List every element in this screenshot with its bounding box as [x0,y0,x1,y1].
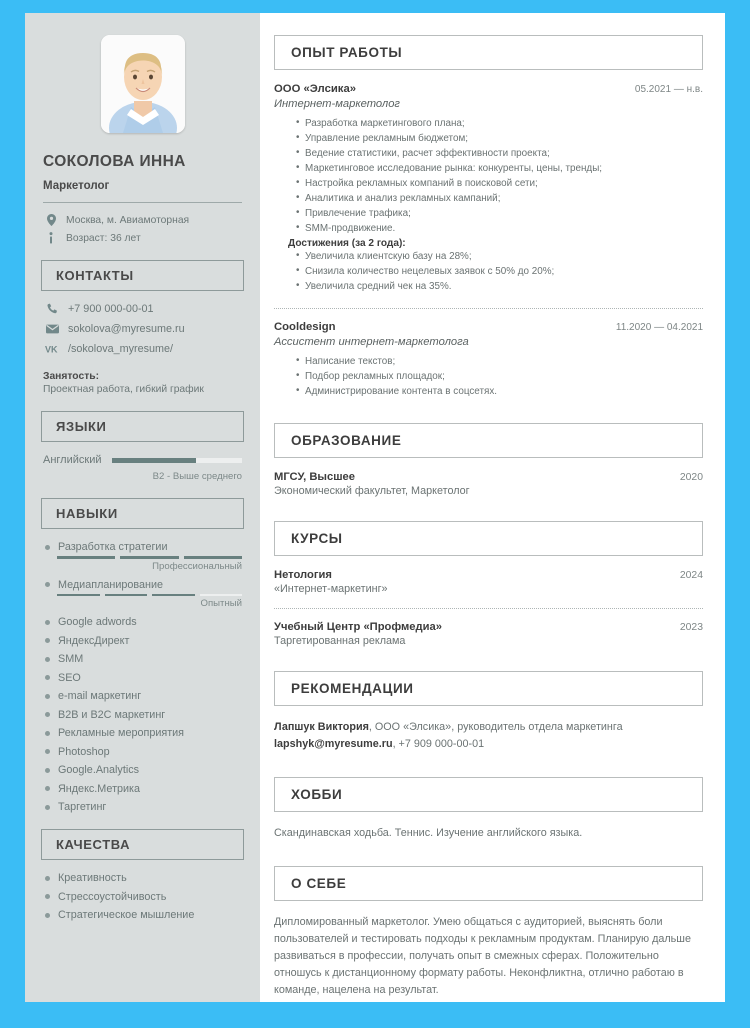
progress-segment [57,594,100,597]
bullet-dot-icon [45,731,50,736]
list-item: • Ведение статистики, расчет эффективности проекта; [296,146,703,161]
bullet-dot-icon [45,675,50,680]
course-item-name: Нетология [274,568,332,581]
section-heading-contacts: КОНТАКТЫ [41,260,244,291]
education-item [274,471,703,497]
skill-item-label: Яндекс.Метрика [58,782,141,795]
bullet-dot-icon [45,657,50,662]
experience-duties [296,354,703,399]
experience-org: ООО «Элсика» [274,83,357,95]
skill-item-label: Photoshop [58,745,110,758]
bullet-dot-icon [45,712,50,717]
progress-segment [184,556,242,559]
section-heading-about: О СЕБЕ [274,866,703,901]
bullet-dot-icon [45,805,50,810]
list-item: • Снизила количество нецелевых заявок с 50% до 20%; [296,264,703,279]
skill-item [45,764,244,776]
quality-item [45,872,244,884]
list-item: • Подбор рекламных площадок; [296,369,703,384]
language-name: Английский [43,454,102,466]
skill-item [45,709,244,721]
language-progress-bar [112,458,243,463]
main-content [260,13,725,1002]
rated-skill-progress-bar [57,594,242,597]
bullet-dot-icon [45,913,50,918]
section-heading-languages: ЯЗЫКИ [41,411,244,442]
course-item-desc: «Интернет-маркетинг» [274,582,388,595]
divider [43,202,242,203]
progress-segment [120,556,178,559]
quality-item [45,909,244,921]
section-heading-experience: ОПЫТ РАБОТЫ [274,35,703,70]
bullet-dot-icon [45,638,50,643]
rated-skill-item [45,541,244,553]
skill-item-label: Таргетинг [58,801,107,813]
bullet-dot-icon [45,582,50,587]
courses-list [274,569,703,647]
recommendation-line1-rest: , ООО «Элсика», руководитель отдела маркетинга [368,720,623,733]
meta-age-text: Возраст: 36 лет [66,232,141,244]
list-item: • Увеличила средний чек на 35%. [296,279,703,294]
contact-email[interactable] [45,323,244,335]
skill-item-label: SMM [58,653,84,665]
quality-item-label: Стратегическое мышление [58,909,195,921]
quality-item-label: Стрессоустойчивость [58,890,167,903]
employment-label: Занятость: [43,371,99,382]
list-item: • Управление рекламным бюджетом; [296,131,703,146]
skill-item-label: SEO [58,671,81,684]
course-item-name: Учебный Центр «Профмедиа» [274,620,442,633]
experience-date: 05.2021 — н.в. [634,84,703,95]
bullet-dot-icon [45,694,50,699]
skill-item-label: ЯндексДирект [58,634,130,647]
experience-item [274,321,703,399]
bullet-dot-icon [45,749,50,754]
skill-item [45,653,244,665]
contact-email-text: sokolova@myresume.ru [68,323,185,335]
rated-skill-label: Разработка стратегии [58,541,168,553]
rated-skill-progress-bar [57,556,242,559]
contact-vk-text: /sokolova_myresume/ [68,343,174,355]
skill-item [45,616,244,628]
course-item [274,569,703,595]
resume-page [25,13,725,1002]
skill-item [45,635,244,647]
qualities-list [41,872,244,921]
experience-duties [296,116,703,236]
divider [274,308,703,309]
rated-skill-label: Медиапланирование [58,578,163,591]
experience-date: 11.2020 — 04.2021 [615,321,703,333]
bullet-dot-icon [45,894,50,899]
progress-segment [152,594,195,597]
bullet-dot-icon [45,768,50,773]
course-item-header [274,569,703,581]
education-list [274,471,703,497]
meta-age [45,232,244,244]
bullet-dot-icon [45,876,50,881]
rated-skill-level: Профессиональный [152,560,242,572]
education-item-desc: Экономический факультет, Маркетолог [274,484,470,497]
recommendation-text [274,719,703,753]
course-item [274,621,703,647]
experience-item [274,83,703,295]
skill-item [45,746,244,758]
progress-segment [57,556,115,559]
section-heading-skills: НАВЫКИ [41,498,244,529]
phone-icon [45,303,59,315]
avatar [101,35,185,133]
quality-item-label: Креативность [58,872,127,884]
skill-item [45,690,244,702]
language-item [43,454,242,466]
section-heading-hobby: ХОББИ [274,777,703,812]
progress-segment [105,594,148,597]
rated-skill-level: Опытный [200,598,242,609]
list-item: • Администрирование контента в соцсетях. [296,384,703,399]
skill-item-label: Google adwords [58,616,137,628]
skills-list [41,616,244,813]
skill-item [45,783,244,795]
meta-location-text: Москва, м. Авиамоторная [66,214,190,226]
envelope-icon [45,324,59,334]
list-item: • SMM-продвижение. [296,221,703,236]
skill-item-label: Рекламные мероприятия [58,727,185,739]
education-item-name: МГСУ, Высшее [274,470,355,483]
bullet-dot-icon [45,786,50,791]
rated-skill-item [45,579,244,591]
recommendation-email[interactable]: lapshyk@myresume.ru [274,737,393,750]
skill-item-label: B2B и B2C маркетинг [58,708,166,721]
section-heading-qualities: КАЧЕСТВА [41,829,244,860]
skill-item [45,801,244,813]
svg-text:VK: VK [45,344,58,354]
experience-list [274,83,703,399]
skill-item-label: e-mail маркетинг [58,690,142,702]
experience-title: Интернет-маркетолог [274,98,400,110]
about-text: Дипломированный маркетолог. Умею общаться с аудиторией, выяснять боли пользователей и тестировать подходы к рекламным продуктам. Планирую дальше развиваться в профессии, получать опыт в смежных сферах. Положительно отношусь к дистанционному формату работы. Неконфликтна, отлично работаю в команде, нацелена на результат. [274,915,691,996]
meta-location [45,214,244,226]
skill-item [45,672,244,684]
achievements-list [296,249,703,294]
list-item: • Привлечение трафика; [296,206,703,221]
vk-icon [45,344,59,354]
candidate-role: Маркетолог [43,180,110,192]
section-heading-education: ОБРАЗОВАНИЕ [274,423,703,458]
progress-segment [200,594,243,597]
skill-item-label: Google.Analytics [58,764,140,776]
experience-header [274,321,703,333]
employment-value: Проектная работа, гибкий график [43,384,204,395]
quality-item [45,891,244,903]
info-icon [45,232,57,244]
course-item-desc: Таргетированная реклама [274,634,406,647]
bullet-dot-icon [45,620,50,625]
education-item-header [274,471,703,483]
language-level: B2 - Выше среднего [152,471,242,482]
avatar-wrapper [41,35,244,133]
section-heading-recommendations: РЕКОМЕНДАЦИИ [274,671,703,706]
candidate-name: СОКОЛОВА ИННА [43,153,186,170]
education-item-year: 2020 [679,471,703,483]
location-pin-icon [45,214,57,226]
experience-org: Cooldesign [274,320,336,333]
experience-title: Ассистент интернет-маркетолога [274,335,469,348]
list-item: • Разработка маркетингового плана; [296,116,703,131]
list-item: • Написание текстов; [296,354,703,369]
course-item-year: 2023 [679,621,703,633]
experience-header [274,83,703,95]
recommendation-person: Лапшук Виктория [274,720,369,733]
course-item-header [274,621,703,633]
skill-item [45,727,244,739]
contact-phone-text: +7 900 000-00-01 [68,303,154,315]
list-item: • Увеличила клиентскую базу на 28%; [296,249,703,264]
bullet-dot-icon [45,545,50,550]
list-item: • Аналитика и анализ рекламных кампаний; [296,191,703,206]
achievements-heading: Достижения (за 2 года): [288,238,406,250]
course-item-year: 2024 [679,569,703,581]
contact-phone[interactable] [45,303,244,315]
list-item: • Маркетинговое исследование рынка: конкуренты, цены, тренды; [296,161,703,176]
section-heading-courses: КУРСЫ [274,521,703,556]
list-item: • Настройка рекламных компаний в поисковой сети; [296,176,703,191]
hobby-text: Скандинавская ходьба. Теннис. Изучение английского языка. [274,826,583,839]
sidebar [25,13,260,1002]
divider [274,608,703,609]
recommendation-line2-rest: , +7 909 000-00-01 [392,737,485,750]
contact-vk[interactable] [45,343,244,355]
